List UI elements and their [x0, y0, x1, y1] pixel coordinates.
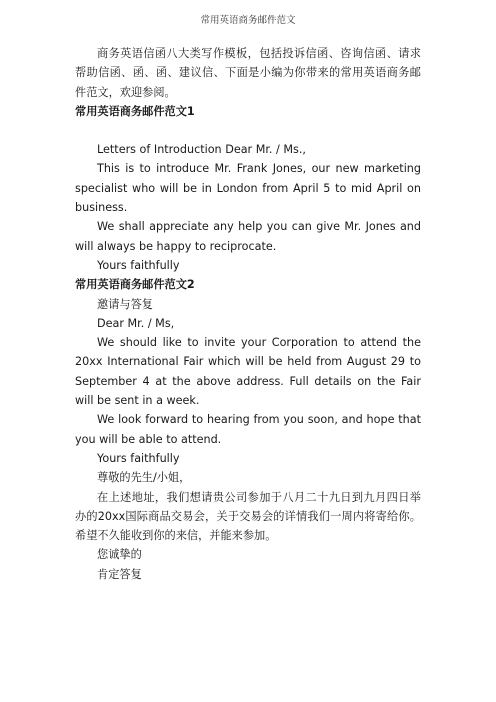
- letter2-body-paragraph: We should like to invite your Corporation to attend the 20xx International Fair which will be held from August 29 to September 4 at the above address. Full details on the Fair will be sent in a week.: [75, 336, 421, 408]
- letter2-cn-body-paragraph: 在上述地址，我们想请贵公司参加于八月二十九日到九月四日举办的20xx国际商品交易会，关于交易会的详情我们一周内将寄给你。希望不久能收到你的来信，并能来参加。: [75, 490, 421, 543]
- page-header-title: 常用英语商务邮件范文: [200, 15, 296, 26]
- intro-paragraph: 商务英语信函八大类写作模板，包括投诉信函、咨询信函、请求帮助信函、函、函、建议信、下面是小编为你带来的常用英语商务邮件范文，欢迎参阅。: [75, 47, 421, 99]
- blank-line: [75, 121, 421, 140]
- letter2-cn-salutation: 尊敬的先生/小姐，: [97, 471, 191, 485]
- document-body: [75, 44, 421, 584]
- letter1-salutation: Letters of Introduction Dear Mr. / Ms.,: [97, 143, 306, 157]
- section-heading-2: 常用英语商务邮件范文2: [75, 278, 195, 292]
- letter2-salutation: Dear Mr. / Ms,: [97, 316, 175, 330]
- reply-heading: 肯定答复: [97, 567, 142, 581]
- letter2-closing: Yours faithfully: [97, 451, 180, 465]
- letter1-body-paragraph: This is to introduce Mr. Frank Jones, our new marketing specialist who will be in London from April 5 to mid April on business.: [75, 162, 421, 215]
- letter2-subtitle: 邀请与答复: [97, 297, 153, 311]
- letter1-closing: Yours faithfully: [97, 258, 180, 272]
- letter2-body-paragraph: We look forward to hearing from you soon, and hope that you will be able to attend.: [75, 413, 421, 446]
- letter2-cn-closing: 您诚挚的: [97, 548, 142, 562]
- section-heading-1: 常用英语商务邮件范文1: [75, 104, 195, 118]
- letter1-body-paragraph: We shall appreciate any help you can give Mr. Jones and will always be happy to reciprocate.: [75, 220, 421, 253]
